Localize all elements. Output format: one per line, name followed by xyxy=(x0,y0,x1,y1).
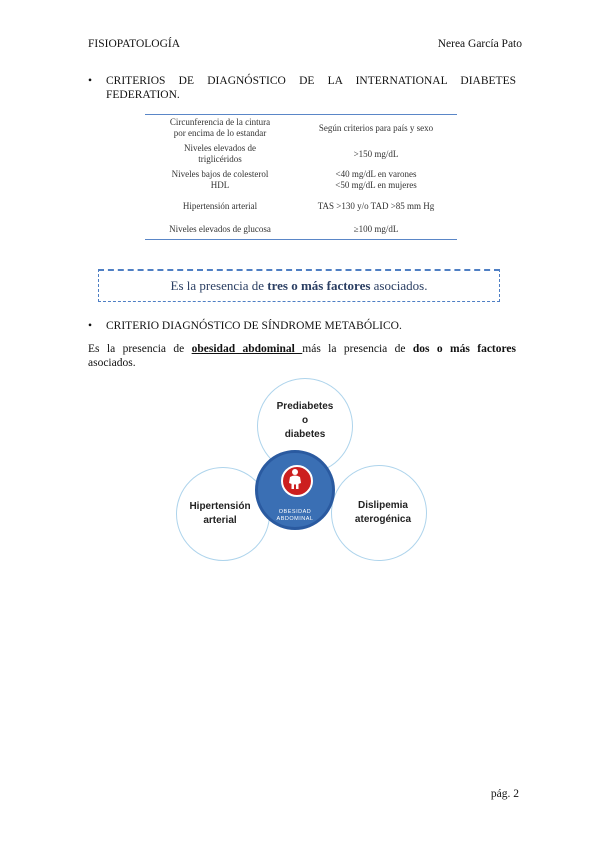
criteria-value: TAS >130 y/o TAD >85 mm Hg xyxy=(317,200,435,211)
criteria-table xyxy=(145,114,457,240)
circle-dyslipidemia xyxy=(331,465,427,561)
section2-heading xyxy=(88,319,516,333)
criteria-label: Niveles elevados de glucosa xyxy=(169,223,271,234)
criteria-label: Niveles bajos de colesterol HDL xyxy=(171,169,269,190)
criteria-value: ≥100 mg/dL xyxy=(353,223,399,234)
page-number: pág. 2 xyxy=(490,788,519,800)
criteria-row xyxy=(145,141,457,167)
bullet-icon: • xyxy=(88,75,93,87)
para-text-1: Es la presencia de xyxy=(88,343,192,355)
label-hypertension: Hipertensión arterial xyxy=(189,501,251,526)
para-line2: asociados. xyxy=(88,357,136,369)
highlight-pre: Es la presencia de xyxy=(170,278,268,293)
bullet-icon: • xyxy=(88,320,93,332)
header-author: Nerea García Pato xyxy=(437,38,522,50)
criteria-value: >150 mg/dL xyxy=(353,148,399,159)
section1-heading xyxy=(88,74,516,102)
criteria-value: <40 mg/dL en varones <50 mg/dL en mujeres xyxy=(335,169,417,190)
criteria-value: Según criterios para país y sexo xyxy=(318,122,434,133)
header-left-title: FISIOPATOLOGÍA xyxy=(88,38,181,50)
criteria-row xyxy=(145,167,457,193)
highlight-post: asociados. xyxy=(370,278,428,293)
para-text-2: más la presencia de xyxy=(302,343,413,355)
definition-paragraph xyxy=(88,342,516,370)
section2-title: CRITERIO DIAGNÓSTICO DE SÍNDROME METABÓLICO. xyxy=(106,320,402,332)
criteria-row xyxy=(145,115,457,141)
label-abdominal-obesity: OBESIDAD ABDOMINAL xyxy=(276,509,314,522)
circle-abdominal-obesity xyxy=(255,450,335,530)
highlight-bold: tres o más factores xyxy=(267,278,371,293)
para-bold: dos o más factores xyxy=(412,343,516,355)
criteria-row xyxy=(145,219,457,239)
criteria-label: Niveles elevados de triglicéridos xyxy=(184,143,256,164)
highlight-box xyxy=(98,269,500,302)
criteria-label: Circunferencia de la cintura por encima de lo estandar xyxy=(169,117,271,138)
para-underlined: obesidad abdominal xyxy=(191,343,303,355)
label-dyslipidemia: Dislipemia aterogénica xyxy=(354,500,412,525)
section1-line2: FEDERATION. xyxy=(106,89,180,101)
criteria-row xyxy=(145,193,457,219)
criteria-label: Hipertensión arterial xyxy=(182,200,258,211)
obese-figure-icon xyxy=(281,465,313,497)
label-prediabetes: Prediabetes o diabetes xyxy=(276,401,334,440)
section1-line1: CRITERIOS DE DIAGNÓSTICO DE LA INTERNATIONAL DIABETES xyxy=(106,75,516,87)
